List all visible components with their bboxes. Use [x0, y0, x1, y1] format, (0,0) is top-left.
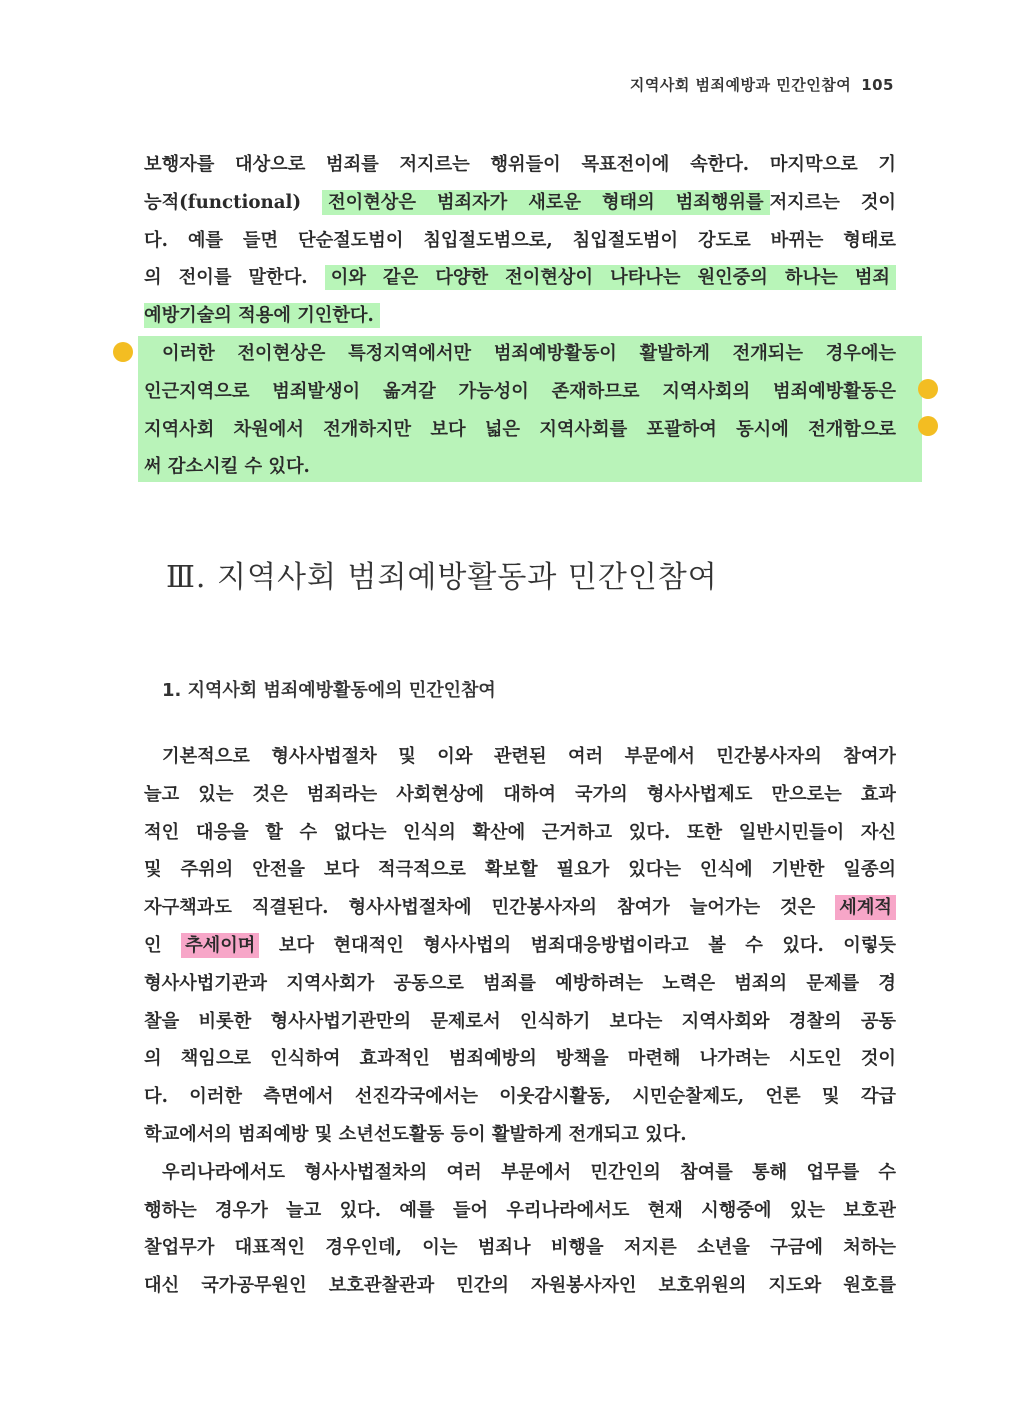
- green-highlight: 이와 같은 다양한 전이현상이 나타나는 원인중의 하나는 범죄: [325, 265, 896, 290]
- text-line: 형사사법기관과 지역사회가 공동으로 범죄를 예방하려는 노력은 범죄의 문제를 경: [144, 972, 896, 994]
- text-line: [144, 184, 896, 222]
- text-line: 의 책임으로 인식하여 효과적인 범죄예방의 방책을 마련해 나가려는 시도인 것이: [144, 1048, 896, 1070]
- text-line: 써 감소시킬 수 있다.: [144, 456, 310, 478]
- text-span: 보다 현대적인 형사사법의 범죄대응방법이라고 볼 수 있다. 이렇듯: [278, 934, 896, 956]
- running-title: 지역사회 범죄예방과 민간인참여: [629, 76, 852, 94]
- text-line: 적인 대응을 할 수 없다는 인식의 확산에 근거하고 있다. 또한 일반시민들이 자신: [144, 821, 896, 843]
- paragraph-3: [144, 738, 896, 1305]
- text-span: 의 전이를 말한다.: [144, 267, 308, 289]
- text-line: 행하는 경우가 늘고 있다. 예를 들어 우리나라에서도 현재 시행중에 있는 보호관: [144, 1199, 896, 1221]
- green-highlight: 예방기술의 적용에 기인한다.: [144, 303, 380, 328]
- text-line: 기본적으로 형사사법절차 및 이와 관련된 여러 부문에서 민간봉사자의 참여가: [162, 746, 896, 767]
- text-line: [144, 889, 896, 927]
- marker-dot-2: [918, 379, 938, 399]
- marker-dot-1: [113, 342, 133, 362]
- text-line: 다. 이러한 측면에서 선진각국에서는 이웃감시활동, 시민순찰제도, 언론 및 각급: [144, 1086, 896, 1108]
- text-line: 찰을 비롯한 형사사법기관만의 문제로서 인식하기 보다는 지역사회와 경찰의 공동: [144, 1010, 896, 1032]
- pink-highlight: 추세이며: [181, 933, 259, 958]
- text-line: [144, 259, 896, 297]
- text-line: 학교에서의 범죄예방 및 소년선도활동 등이 활발하게 전개되고 있다.: [144, 1123, 687, 1145]
- text-line: 늘고 있는 것은 범죄라는 사회현상에 대하여 국가의 형사사법제도 만으로는 효과: [144, 783, 896, 805]
- text-line: 대신 국가공무원인 보호관찰관과 민간의 자원봉사자인 보호위원의 지도와 원호를: [144, 1275, 896, 1297]
- text-line: 찰업무가 대표적인 경우인데, 이는 범죄나 비행을 저지른 소년을 구금에 처하는: [144, 1237, 896, 1259]
- text-line: 인근지역으로 범죄발생이 옮겨갈 가능성이 존재하므로 지역사회의 범죄예방활동은: [144, 380, 896, 402]
- text-span: 능적(functional): [144, 191, 302, 213]
- marker-dot-3: [918, 416, 938, 436]
- section-heading: Ⅲ. 지역사회 범죄예방활동과 민간인참여: [166, 560, 718, 595]
- text-span: 저지르는 것이: [769, 191, 896, 213]
- text-line: 이러한 전이현상은 특정지역에서만 범죄예방활동이 활발하게 전개되는 경우에는: [162, 342, 896, 364]
- text-line: [144, 927, 896, 965]
- pink-highlight: 세계적: [835, 895, 896, 920]
- sub-heading: 1. 지역사회 범죄예방활동에의 민간인참여: [162, 680, 496, 701]
- running-header: [630, 74, 894, 95]
- text-span: 인: [144, 934, 162, 956]
- paragraph-1: [144, 146, 896, 486]
- page-number: 105: [861, 76, 894, 94]
- text-line: [144, 297, 896, 335]
- text-line: 지역사회 차원에서 전개하지만 보다 넓은 지역사회를 포괄하여 동시에 전개함으로: [144, 418, 896, 440]
- text-line: 다. 예를 들면 단순절도범이 침입절도범으로, 침입절도범이 강도로 바뀌는 형태로: [144, 229, 896, 251]
- text-line: 보행자를 대상으로 범죄를 저지르는 행위들이 목표전이에 속한다. 마지막으로 기: [144, 154, 896, 175]
- text-line: 우리나라에서도 형사사법절차의 여러 부문에서 민간인의 참여를 통해 업무를 수: [162, 1161, 896, 1183]
- green-highlight: 전이현상은 범죄자가 새로운 형태의 범죄행위를: [322, 190, 769, 215]
- text-line: 및 주위의 안전을 보다 적극적으로 확보할 필요가 있다는 인식에 기반한 일종의: [144, 859, 896, 881]
- text-span: 자구책과도 직결된다. 형사사법절차에 민간봉사자의 참여가 늘어가는 것은: [144, 897, 816, 919]
